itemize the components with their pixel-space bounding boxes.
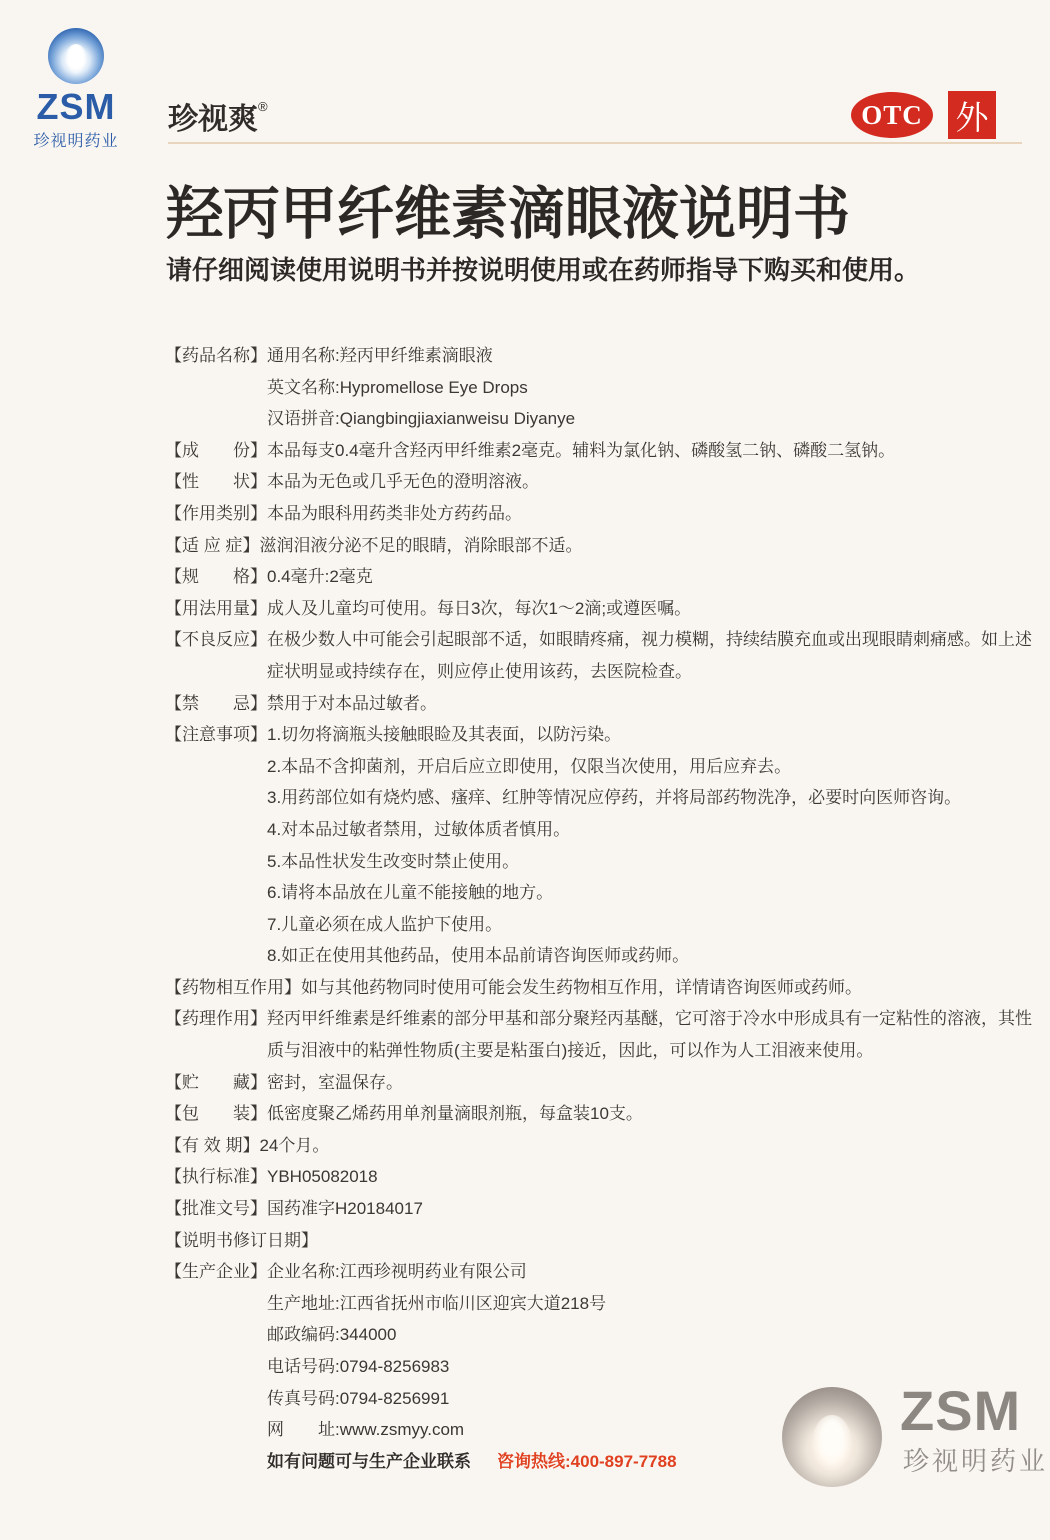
company-logo-zsm-text: ZSM	[900, 1379, 1022, 1442]
section-first-line	[165, 561, 1047, 593]
section-text: 如与其他药物同时使用可能会发生药物相互作用，详情请咨询医师或药师。	[301, 977, 862, 997]
otc-badge	[851, 92, 933, 138]
section-entry	[165, 719, 1047, 972]
section-text: 企业名称:江西珍视明药业有限公司	[267, 1262, 527, 1282]
section-first-line	[165, 719, 1047, 751]
section-entry	[165, 1225, 1047, 1257]
section-cont-line: 5.本品性状发生改变时禁止使用。	[267, 851, 520, 871]
section-first-line	[165, 530, 1047, 562]
brand-name	[168, 94, 268, 138]
section-entry	[165, 466, 1047, 498]
section-label: 【用法用量】	[165, 598, 267, 618]
section-cont-line: 英文名称:Hypromellose Eye Drops	[267, 377, 528, 397]
section-text: 本品为无色或几乎无色的澄明溶液。	[267, 472, 539, 492]
page-subtitle: 请仔细阅读使用说明书并按说明使用或在药师指导下购买和使用。	[166, 255, 921, 285]
section-label: 【不良反应】	[165, 630, 267, 650]
section-text: 24个月。	[259, 1135, 330, 1155]
page-title: 羟丙甲纤维素滴眼液说明书	[166, 182, 850, 246]
body-entries	[165, 340, 1047, 1477]
section-entry	[165, 624, 1047, 687]
otc-badge-text: OTC	[861, 99, 923, 130]
section-first-line	[165, 498, 1047, 530]
section-first-line	[165, 1256, 1047, 1288]
section-label: 【说明书修订日期】	[165, 1230, 318, 1250]
section-text: 滋润泪液分泌不足的眼睛，消除眼部不适。	[259, 535, 583, 555]
section-cont-line: 网 址:www.zsmyy.com	[267, 1420, 465, 1440]
section-first-line	[165, 688, 1047, 720]
external-use-badge-text: 外	[955, 98, 989, 136]
section-label: 【药物相互作用】	[165, 977, 301, 997]
section-first-line	[165, 1130, 1047, 1162]
section-first-line	[165, 435, 1047, 467]
section-label: 【包 装】	[165, 1104, 267, 1124]
section-label: 【执行标准】	[165, 1167, 267, 1187]
section-first-line	[165, 1067, 1047, 1099]
section-text: 羟丙甲纤维素是纤维素的部分甲基和部分聚羟丙基醚，它可溶于冷水中形成具有一定粘性的溶液，其性质与泪液中的粘弹性物质(主要是粘蛋白)接近，因此，可以作为人工泪液来使用。	[267, 1009, 1032, 1061]
section-first-line	[165, 1225, 1047, 1257]
section-cont-line: 生产地址:江西省抚州市临川区迎宾大道218号	[267, 1293, 607, 1313]
section-first-line	[165, 593, 1047, 625]
section-first-line	[165, 972, 1047, 1004]
section-entry	[165, 1130, 1047, 1162]
section-text: 1.切勿将滴瓶头接触眼睑及其表面，以防污染。	[267, 725, 622, 745]
brand-name-text: 珍视爽	[168, 103, 258, 136]
section-label: 【适 应 症】	[165, 535, 260, 555]
section-entry	[165, 1193, 1047, 1225]
header-divider	[168, 142, 1022, 144]
section-label: 【有 效 期】	[165, 1135, 260, 1155]
section-text: 通用名称:羟丙甲纤维素滴眼液	[267, 346, 493, 365]
section-label: 【规 格】	[165, 567, 267, 587]
section-label: 【批准文号】	[165, 1199, 267, 1219]
section-first-line	[165, 466, 1047, 498]
section-text: YBH05082018	[267, 1167, 378, 1187]
section-label: 【药品名称】	[165, 346, 267, 365]
section-cont-line: 3.用药部位如有烧灼感、瘙痒、红肿等情况应停药，并将局部药物洗净，必要时向医师咨询。	[267, 788, 962, 808]
section-entry	[165, 530, 1047, 562]
section-entry	[165, 1067, 1047, 1099]
section-first-line	[165, 1003, 1047, 1066]
section-label: 【注意事项】	[165, 725, 267, 745]
section-entry	[165, 561, 1047, 593]
section-text: 成人及儿童均可使用。每日3次，每次1～2滴;或遵医嘱。	[267, 598, 692, 618]
section-first-line	[165, 1193, 1047, 1225]
company-logo-top	[18, 28, 134, 151]
section-entry	[165, 340, 1047, 435]
hotline-text: 咨询热线:400-897-7788	[497, 1451, 677, 1471]
section-text: 0.4毫升:2毫克	[267, 567, 373, 587]
section-cont-line: 传真号码:0794-8256991	[267, 1388, 450, 1408]
section-text: 在极少数人中可能会引起眼部不适，如眼睛疼痛，视力模糊，持续结膜充血或出现眼睛刺痛感。如上述症状明显或持续存在，则应停止使用该药，去医院检查。	[267, 630, 1032, 681]
section-cont-line: 2.本品不含抑菌剂，开启后应立即使用，仅限当次使用，用后应弃去。	[267, 756, 792, 776]
section-cont-line: 电话号码:0794-8256983	[267, 1357, 450, 1376]
section-cont-line: 7.儿童必须在成人监护下使用。	[267, 914, 503, 934]
section-label: 【贮 藏】	[165, 1072, 267, 1092]
pearl-sphere-icon	[48, 28, 104, 84]
section-label: 【性 状】	[165, 472, 267, 492]
section-cont-line: 8.如正在使用其他药品，使用本品前请咨询医师或药师。	[267, 946, 690, 966]
section-text: 低密度聚乙烯药用单剂量滴眼剂瓶，每盒装10支。	[267, 1104, 643, 1124]
section-text: 本品为眼科用药类非处方药药品。	[267, 503, 522, 523]
company-logo-name-text: 珍视明药业	[903, 1446, 1049, 1476]
section-cont-line: 邮政编码:344000	[267, 1325, 397, 1345]
section-label: 【药理作用】	[165, 1009, 267, 1029]
section-first-line	[165, 1161, 1047, 1193]
company-logo-name-text: 珍视明药业	[33, 132, 119, 150]
section-label: 【禁 忌】	[165, 693, 267, 713]
section-cont-line: 汉语拼音:Qiangbingjiaxianweisu Diyanye	[267, 409, 576, 429]
pearl-sphere-icon	[782, 1387, 882, 1487]
section-first-line	[165, 624, 1047, 687]
section-entry	[165, 498, 1047, 530]
section-entry	[165, 1003, 1047, 1066]
section-label: 【作用类别】	[165, 503, 267, 523]
section-cont-line: 6.请将本品放在儿童不能接触的地方。	[267, 883, 554, 903]
section-entry	[165, 1098, 1047, 1130]
section-cont-line: 4.对本品过敏者禁用，过敏体质者慎用。	[267, 819, 571, 839]
section-entry	[165, 688, 1047, 720]
section-entry	[165, 1161, 1047, 1193]
section-text: 本品每支0.4毫升含羟丙甲纤维素2毫克。辅料为氯化钠、磷酸氢二钠、磷酸二氢钠。	[267, 440, 896, 460]
registered-trademark-mark: ®	[258, 99, 268, 114]
section-first-line	[165, 1098, 1047, 1130]
external-use-badge	[948, 91, 996, 139]
section-text: 禁用于对本品过敏者。	[267, 693, 437, 713]
section-entry	[165, 593, 1047, 625]
section-first-line	[165, 340, 1047, 372]
contact-text: 如有问题可与生产企业联系	[267, 1451, 471, 1471]
section-label: 【生产企业】	[165, 1262, 267, 1282]
section-text: 密封，室温保存。	[267, 1072, 403, 1092]
company-logo-zsm-text: ZSM	[36, 86, 116, 127]
section-entry	[165, 972, 1047, 1004]
section-entry	[165, 435, 1047, 467]
section-text: 国药准字H20184017	[267, 1199, 423, 1219]
section-label: 【成 份】	[165, 440, 267, 460]
